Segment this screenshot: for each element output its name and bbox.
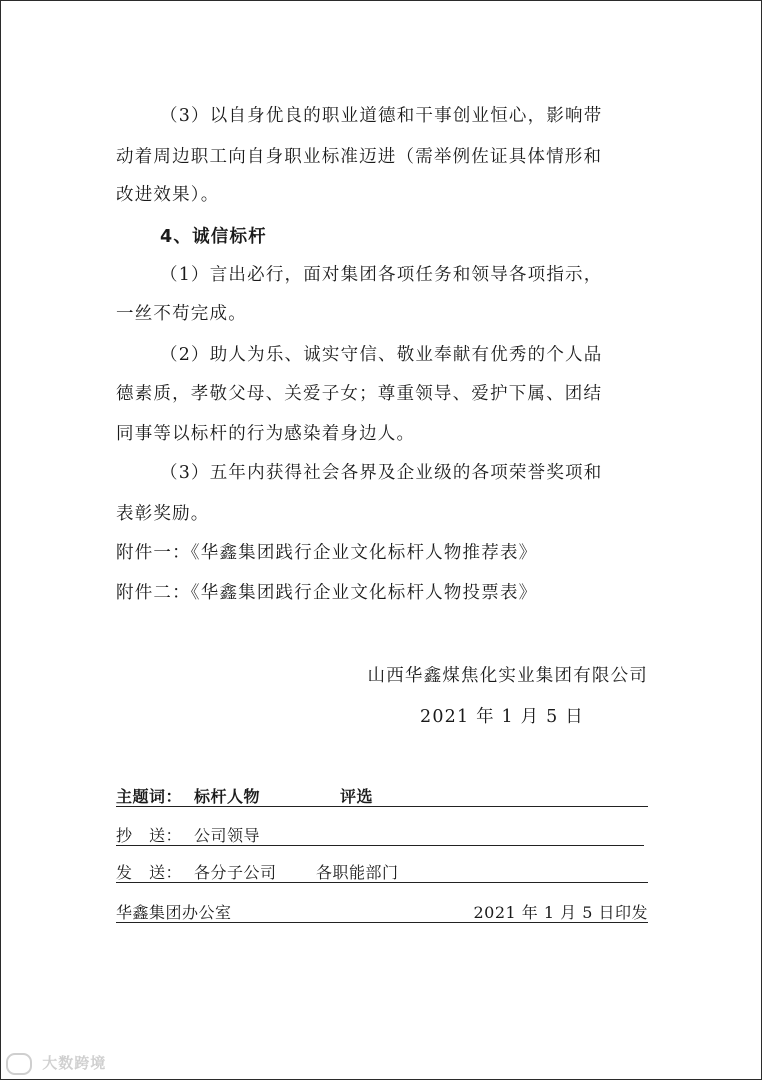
s4-item1-line2: 一丝不苟完成。 bbox=[116, 304, 247, 324]
send-label: 发 送： bbox=[116, 863, 183, 882]
signature-org: 山西华鑫煤焦化实业集团有限公司 bbox=[367, 666, 648, 686]
section4-title: 4、诚信标杆 bbox=[160, 227, 267, 247]
watermark bbox=[6, 1052, 106, 1075]
s4-item1-line1: （1）言出必行，面对集团各项任务和领导各项指示， bbox=[160, 265, 603, 285]
send-row bbox=[116, 860, 648, 883]
keyword-2: 评选 bbox=[340, 787, 374, 806]
issuer: 华鑫集团办公室 bbox=[116, 903, 232, 922]
s4-item3-line2: 表彰奖励。 bbox=[116, 504, 210, 524]
issue-date: 2021 年 1 月 5 日印发 bbox=[473, 903, 648, 922]
attachment-1: 附件一：《华鑫集团践行企业文化标杆人物推荐表》 bbox=[116, 543, 538, 563]
keywords-row bbox=[116, 784, 648, 807]
cc-row bbox=[116, 823, 644, 846]
keywords-label: 主题词： bbox=[116, 787, 183, 806]
keyword-1: 标杆人物 bbox=[194, 787, 261, 806]
s4-item2-line3: 同事等以标杆的行为感染着身边人。 bbox=[116, 424, 416, 444]
s4-item2-line2: 德素质，孝敬父母、关爱子女；尊重领导、爱护下属、团结 bbox=[116, 384, 603, 404]
send-value-2: 各职能部门 bbox=[316, 863, 399, 882]
item3-line1: （3）以自身优良的职业道德和干事创业恒心，影响带 bbox=[160, 106, 603, 126]
signature-date: 2021 年 1 月 5 日 bbox=[420, 707, 584, 727]
watermark-logo-icon bbox=[6, 1053, 32, 1075]
watermark-text: 大数跨境 bbox=[42, 1054, 107, 1072]
s4-item3-line1: （3）五年内获得社会各界及企业级的各项荣誉奖项和 bbox=[160, 463, 603, 483]
cc-label: 抄 送： bbox=[116, 826, 183, 845]
issue-row bbox=[116, 900, 648, 923]
s4-item2-line1: （2）助人为乐、诚实守信、敬业奉献有优秀的个人品 bbox=[160, 345, 603, 365]
item3-line3: 改进效果）。 bbox=[116, 185, 220, 205]
cc-value: 公司领导 bbox=[194, 826, 261, 845]
attachment-2: 附件二：《华鑫集团践行企业文化标杆人物投票表》 bbox=[116, 583, 538, 603]
send-value-1: 各分子公司 bbox=[194, 863, 277, 882]
item3-line2: 动着周边职工向自身职业标准迈进（需举例佐证具体情形和 bbox=[116, 147, 603, 167]
